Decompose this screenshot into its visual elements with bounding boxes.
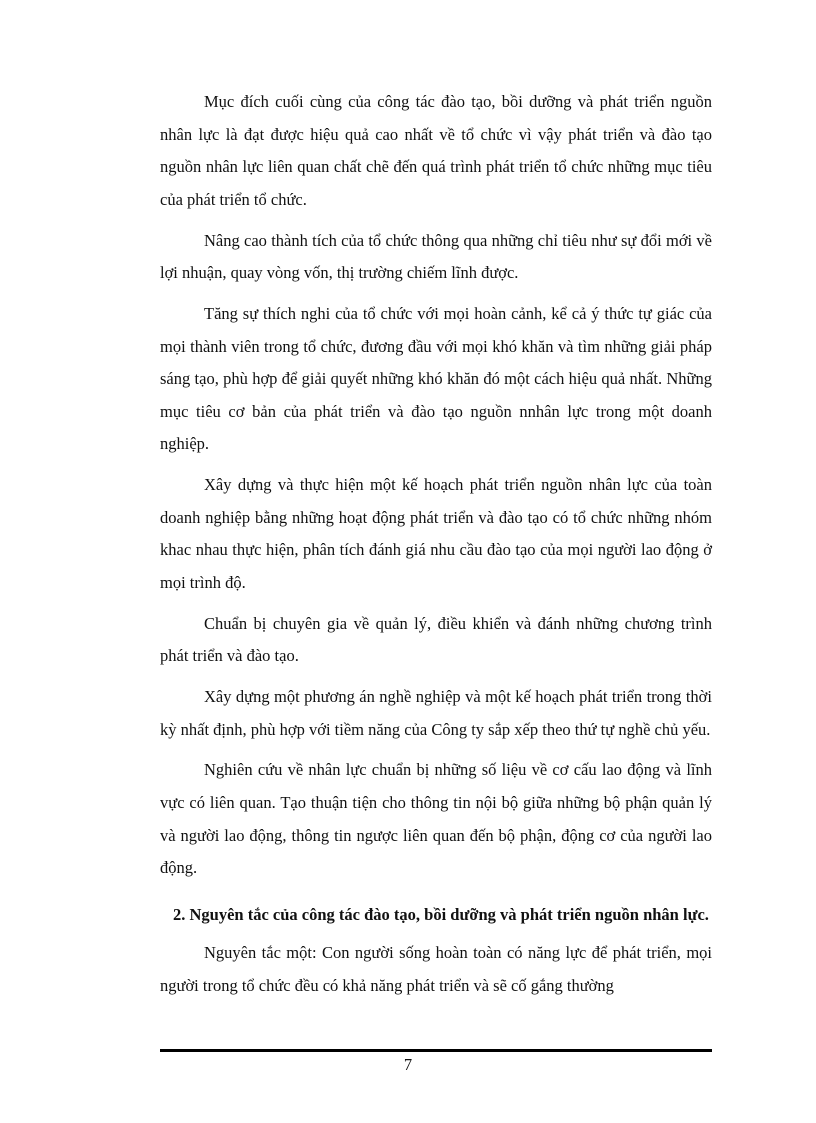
page-body [160,86,712,1011]
section-heading: 2. Nguyên tắc của công tác đào tạo, bồi dưỡng và phát triển nguồn nhân lực. [173,904,709,924]
paragraph-adaptability: Tăng sự thích nghi của tổ chức với mọi hoàn cảnh, kể cả ý thức tự giác của mọi thành viên trong tổ chức, đương đầu với mọi khó khăn và tìm những giải pháp sáng tạo, phù hợp để giải quyết những khó khăn đó một cách hiệu quả nhất. Những mục tiêu cơ bản của phát triển và đào tạo nguồn nnhân lực trong một doanh nghiệp. [160,303,712,454]
footer-divider [160,1049,712,1052]
paragraph-purpose: Mục đích cuối cùng của công tác đào tạo, bồi dưỡng và phát triển nguồn nhân lực là đạt được hiệu quả cao nhất về tổ chức vì vậy phát triển và đào tạo nguồn nhân lực liên quan chất chẽ đến quá trình phát triển tổ chức những mục tiêu của phát triển tổ chức. [160,92,712,209]
paragraph-performance: Nâng cao thành tích của tổ chức thông qua những chỉ tiêu như sự đổi mới về lợi nhuận, quay vòng vốn, thị trường chiếm lĩnh được. [160,230,712,283]
paragraph-experts: Chuẩn bị chuyên gia về quản lý, điều khiển và đánh những chương trình phát triển và đào tạo. [160,613,712,666]
paragraph-research: Nghiên cứu về nhân lực chuẩn bị những số liệu về cơ cấu lao động và lĩnh vực có liên quan. Tạo thuận tiện cho thông tin nội bộ giữa những bộ phận quản lý và người lao động, thông tin ngược liên quan đến bộ phận, động cơ của người lao động. [160,760,712,878]
paragraph-plan: Xây dựng và thực hiện một kế hoạch phát triển nguồn nhân lực của toàn doanh nghiệp bằng những hoạt động phát triển và đào tạo có tổ chức những nhóm khac nhau thực hiện, phân tích đánh giá nhu cầu đào tạo của mọi người lao động ở mọi trình độ. [160,475,712,592]
paragraph-career: Xây dựng một phương án nghề nghiệp và một kế hoạch phát triển trong thời kỳ nhất định, phù hợp với tiềm năng của Công ty sắp xếp theo thứ tự nghề chủ yếu. [160,687,712,739]
page-number: 7 [403,1055,413,1074]
paragraph-principle-one: Nguyên tắc một: Con người sống hoàn toàn có năng lực để phát triển, mọi người trong tổ chức đều có khả năng phát triển và sẽ cố gắng thường [160,943,712,995]
